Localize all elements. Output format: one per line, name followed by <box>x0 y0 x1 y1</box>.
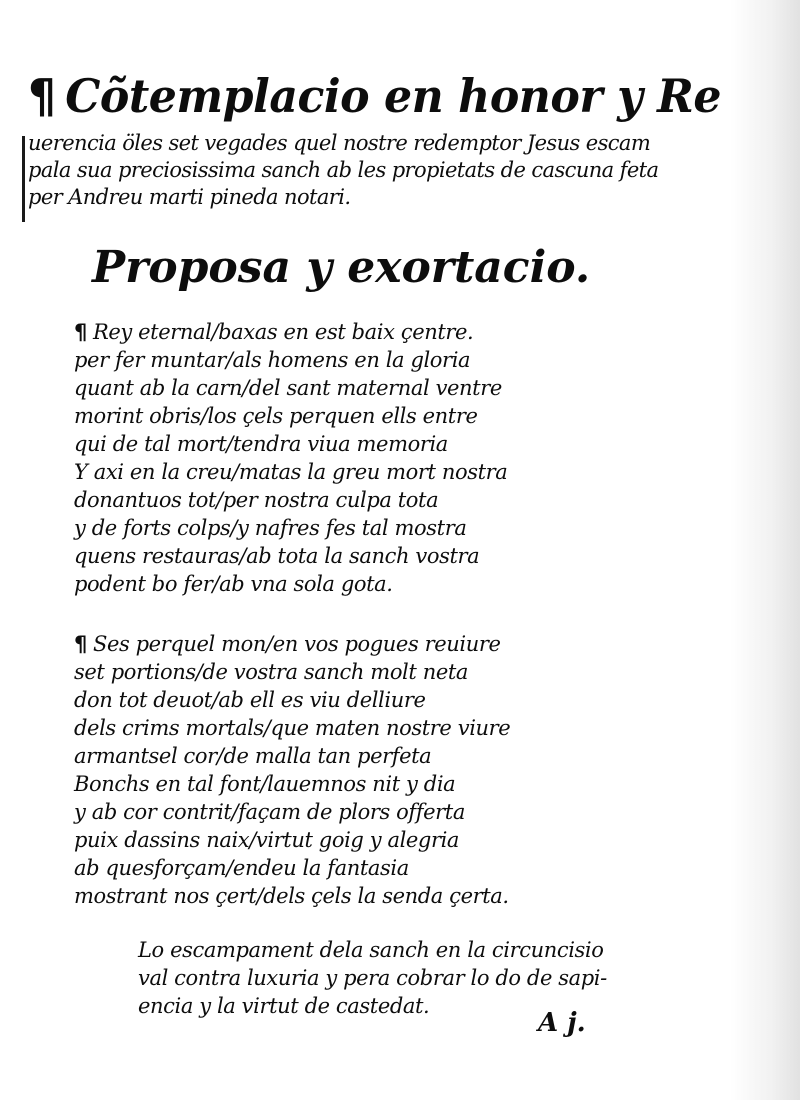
document-title <box>28 68 719 124</box>
verse-line: per fer muntar/als homens en la gloria <box>74 348 471 372</box>
verse-line <box>74 318 554 346</box>
document-subtitle <box>28 130 728 211</box>
verse-line-text: Ses perquel mon/en vos pogues reuiure <box>92 632 501 656</box>
section-heading: Proposa y exortacio. <box>92 242 591 293</box>
verse-line-text: Rey eternal/baxas en est baix çentre. <box>92 320 474 344</box>
verse-line: donantuos tot/per nostra culpa tota <box>74 488 439 512</box>
signature-mark: A j. <box>538 1008 586 1038</box>
stanza-2 <box>74 630 554 910</box>
note-line: encia y la virtut de castedat. <box>138 994 430 1018</box>
verse-line: y de forts colps/y nafres fes tal mostra <box>74 516 467 540</box>
verse-line: mostrant nos çert/dels çels la senda çerta. <box>74 884 509 908</box>
verse-line: puix dassins naix/virtut goig y alegria <box>74 828 460 852</box>
verse-line: Bonchs en tal font/lauemnos nit y dia <box>74 772 456 796</box>
verse-line: dels crims mortals/que maten nostre viure <box>74 716 511 740</box>
verse-line: Y axi en la creu/matas la greu mort nostra <box>74 460 508 484</box>
verse-line: morint obris/los çels perquen ells entre <box>74 404 478 428</box>
note-line: val contra luxuria y pera cobrar lo do de sapi- <box>138 966 607 990</box>
verse-line: set portions/de vostra sanch molt neta <box>74 660 469 684</box>
title-text: Cõtemplacio en honor y Re <box>65 69 721 123</box>
verse-line: qui de tal mort/tendra viua memoria <box>74 432 448 456</box>
verse-line: quens restauras/ab tota la sanch vostra <box>74 544 480 568</box>
verse-line: quant ab la carn/del sant maternal ventre <box>74 376 502 400</box>
subtitle-line: uerencia öles set vegades quel nostre redemptor Jesus escam <box>28 131 651 155</box>
verse-line: don tot deuot/ab ell es viu delliure <box>74 688 426 712</box>
subtitle-line: pala sua preciosissima sanch ab les propietats de cascuna feta <box>28 158 659 182</box>
verse-line: y ab cor contrit/façam de plors offerta <box>74 800 465 824</box>
stanza-1 <box>74 318 554 598</box>
subtitle-line: per Andreu marti pineda notari. <box>28 185 351 209</box>
paragraph-mark-icon: ¶ <box>74 632 87 656</box>
subtitle-bracket <box>22 136 25 222</box>
verse-line: armantsel cor/de malla tan perfeta <box>74 744 432 768</box>
verse-line <box>74 630 554 658</box>
verse-line: podent bo fer/ab vna sola gota. <box>74 572 393 596</box>
verse-line: ab quesforçam/endeu la fantasia <box>74 856 409 880</box>
note-line: Lo escampament dela sanch en la circuncisio <box>138 938 604 962</box>
paragraph-mark-icon: ¶ <box>28 69 56 123</box>
paragraph-mark-icon: ¶ <box>74 320 87 344</box>
scan-edge-shadow <box>730 0 800 1100</box>
